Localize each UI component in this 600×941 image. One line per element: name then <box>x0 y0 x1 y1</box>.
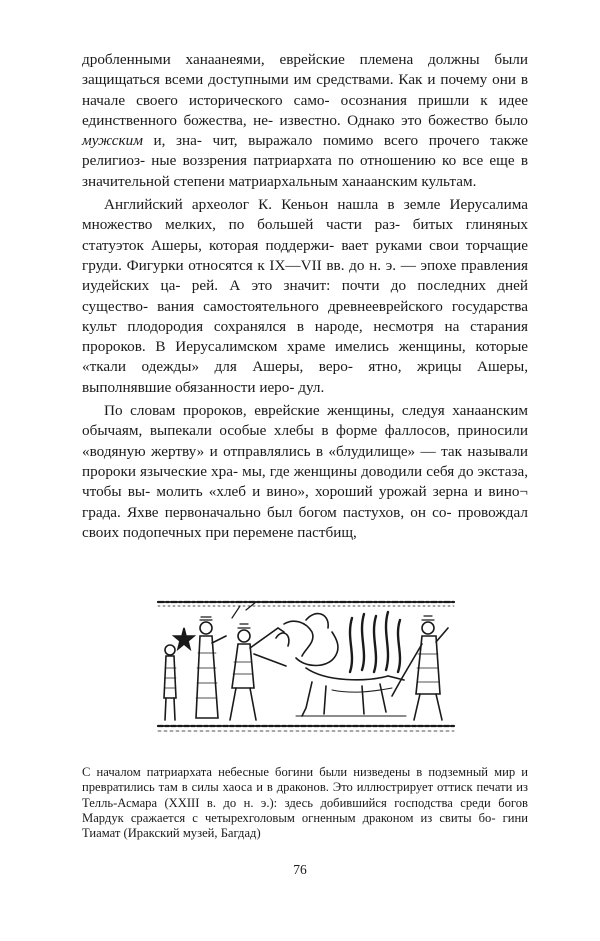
paragraph-3 <box>82 401 528 543</box>
italic-word: мужским <box>82 132 143 150</box>
text-line: женщины, которые «ткали одежды» для Ашеры, веро- <box>82 338 529 376</box>
text-line: дул. <box>298 378 325 396</box>
caption-line: сражается с четырехголовым огненным драконом из свиты бо- <box>130 810 496 825</box>
text-line: града. Яхве первоначально был богом пастухов, он со- <box>82 503 452 521</box>
text-line: мы, где женщины доводили себя до экстаза, чтобы вы- <box>82 462 528 501</box>
text-line: к IX—VII вв. до н. э. — эпохе правления иудейских ца- <box>82 256 529 295</box>
text-line: дробленными ханаанеями, еврейские племена должны <box>82 51 480 68</box>
text-line: ные воззрения патриархата по отношению ко все еще <box>151 152 515 170</box>
text-line: и, зна- <box>142 132 202 150</box>
text-line: в «блудилище» — так называли пророки языческие хра- <box>82 442 528 480</box>
figure-caption <box>82 765 528 841</box>
caption-text <box>82 765 528 841</box>
caption-line: н. э.): здесь добившийся господства среди богов Мардук <box>82 795 528 825</box>
seal-impression-drawing <box>156 598 456 738</box>
text-line: были защищаться всеми доступными им средствами. <box>82 51 528 89</box>
page-number: 76 <box>293 862 307 877</box>
text-line: По словам пророков, еврейские женщины, следуя <box>104 402 445 420</box>
text-line: Как и почему они в начале своего исторического само- <box>82 71 528 109</box>
text-line: битых глиняных статуэток Ашеры, которая поддержи- <box>82 216 529 254</box>
text-line: ятно, жрицы Ашеры, выполнявшие обязанности иеро- <box>82 358 529 396</box>
text-line: Английский археолог К. Кеньон нашла в земле <box>104 196 441 214</box>
caption-line: гини Тиамат (Иракский музей, Багдад) <box>82 810 529 841</box>
text-line: провождал своих подопечных при перемене пастбищ, <box>82 503 528 541</box>
paragraph-2 <box>82 195 528 398</box>
text-line: культам. <box>421 172 477 190</box>
text-line: старания пророков. В Иерусалимском храме имелись <box>82 317 528 356</box>
main-text <box>82 50 528 543</box>
text-line: молить «хлеб и вино», хороший урожай зерна и вино¬ <box>156 483 528 501</box>
text-line: осознания пришли к идее единственного божества, не- <box>82 91 529 129</box>
cylinder-seal-illustration <box>156 598 456 738</box>
text-line: ханаанским обычаям, выпекали особые хлебы в форме <box>82 402 529 440</box>
caption-line: С началом патриархата небесные богини были низведены в <box>82 765 423 779</box>
text-line: фаллосов, приносили «водяную жертву» и отправлялись <box>82 422 528 460</box>
text-line: вания самостоятельного древнееврейского государства <box>157 297 529 315</box>
paragraph-1 <box>82 50 528 192</box>
text-line: рей. А это значит: почти до последних дней существо- <box>82 277 528 315</box>
text-line: известно. Однако это божество было <box>279 111 529 129</box>
text-line: чит, выражало помимо всего прочего также религиоз- <box>82 132 528 170</box>
caption-line: подземный мир и превратились там в силы хаоса и в драконов. <box>82 765 528 795</box>
text-line: культ плодородия сохранялся в народе, несмотря на <box>82 317 460 335</box>
text-line: в значительной степени матриархальным ханаанским <box>82 152 528 190</box>
text-line: Иерусалима множество мелких, по большей части раз- <box>82 196 528 234</box>
text-line: вает руками свои торчащие груди. Фигурки относятся <box>82 236 528 274</box>
caption-line: Это иллюстрирует оттиск печати из Телль-Асмара (XXIII в. до <box>82 780 529 810</box>
